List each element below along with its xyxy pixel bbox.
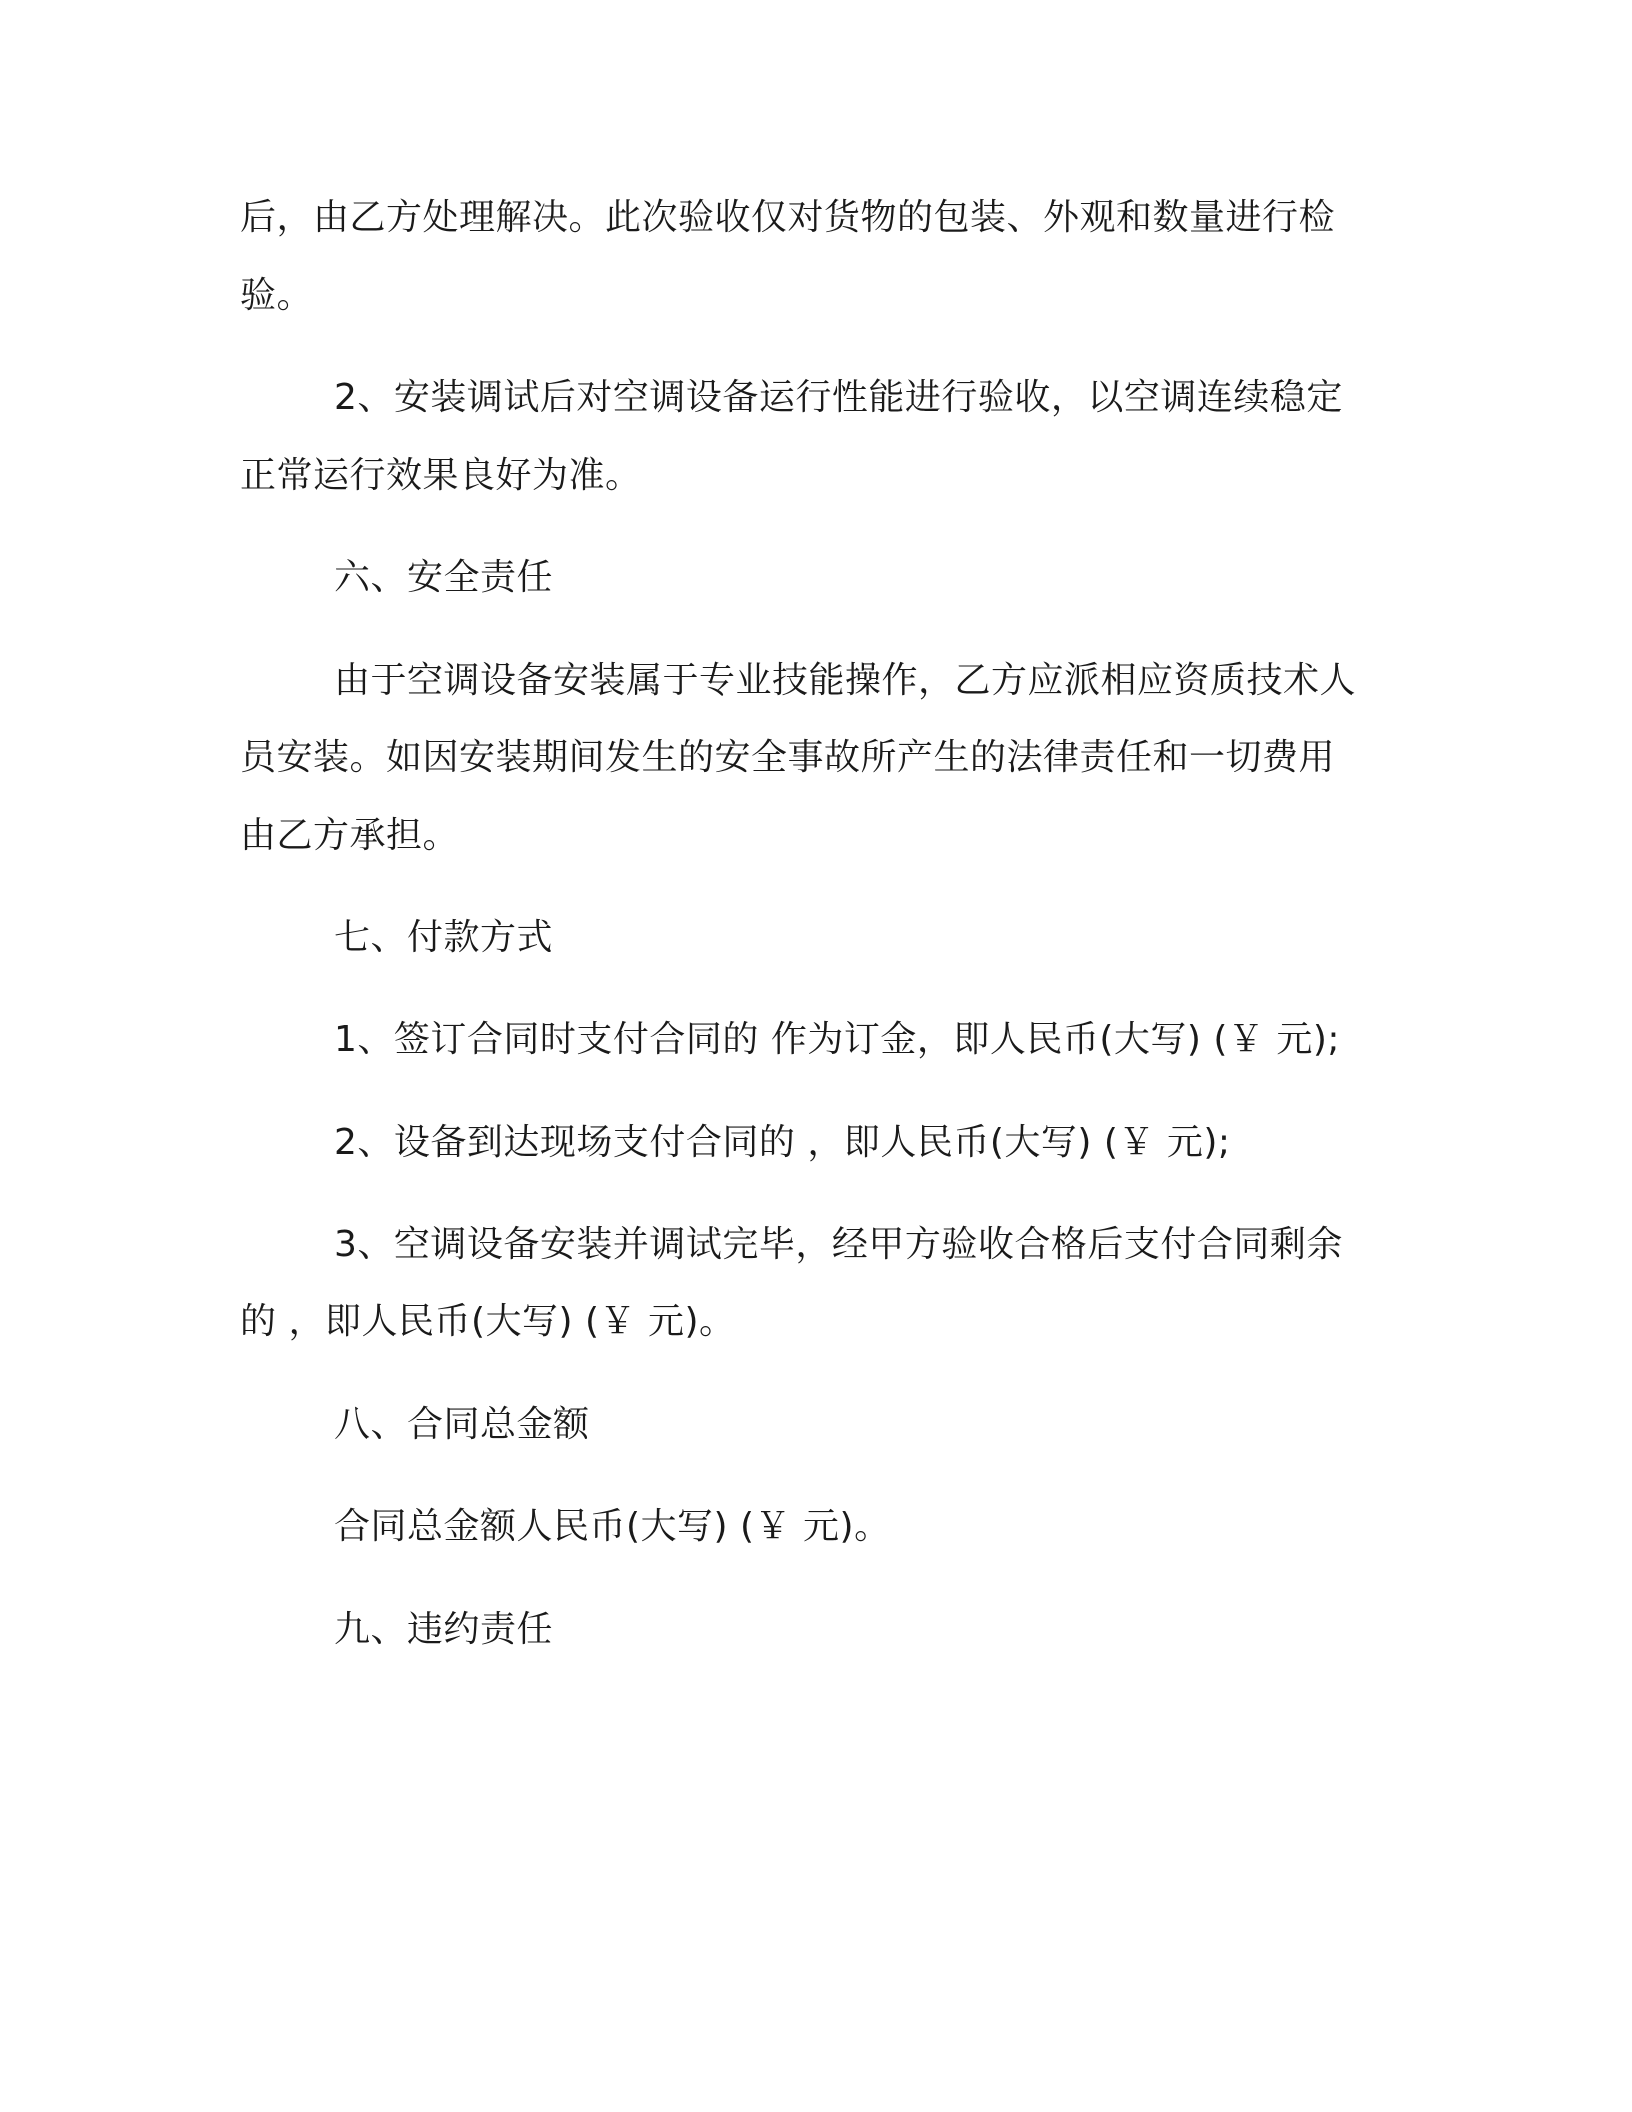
section-heading: 七、付款方式: [334, 917, 554, 958]
paragraph-line: 验。: [240, 275, 314, 316]
section-heading: 八、合同总金额: [334, 1404, 590, 1445]
paragraph-line: 2、安装调试后对空调设备运行性能进行验收，以空调连续稳定: [334, 377, 1343, 418]
paragraph-line: 员安装。如因安装期间发生的安全事故所产生的法律责任和一切费用: [240, 737, 1336, 778]
paragraph-line: 由乙方承担。: [240, 815, 460, 856]
paragraph-line: 由于空调设备安装属于专业技能操作，乙方应派相应资质技术人: [334, 660, 1357, 701]
paragraph-line: 后，由乙方处理解决。此次验收仅对货物的包装、外观和数量进行检: [240, 197, 1336, 238]
paragraph-line: 2、设备到达现场支付合同的 ，即人民币(大写) (￥ 元);: [334, 1122, 1231, 1163]
paragraph-line: 正常运行效果良好为准。: [240, 455, 642, 496]
section-heading: 六、安全责任: [334, 557, 554, 598]
paragraph-line: 1、签订合同时支付合同的 作为订金，即人民币(大写) (￥ 元);: [334, 1019, 1341, 1060]
section-heading: 九、违约责任: [334, 1609, 554, 1650]
paragraph-line: 3、空调设备安装并调试完毕，经甲方验收合格后支付合同剩余: [334, 1224, 1343, 1265]
paragraph-line: 的 ，即人民币(大写) (￥ 元)。: [240, 1301, 736, 1342]
paragraph-line: 合同总金额人民币(大写) (￥ 元)。: [334, 1506, 891, 1547]
